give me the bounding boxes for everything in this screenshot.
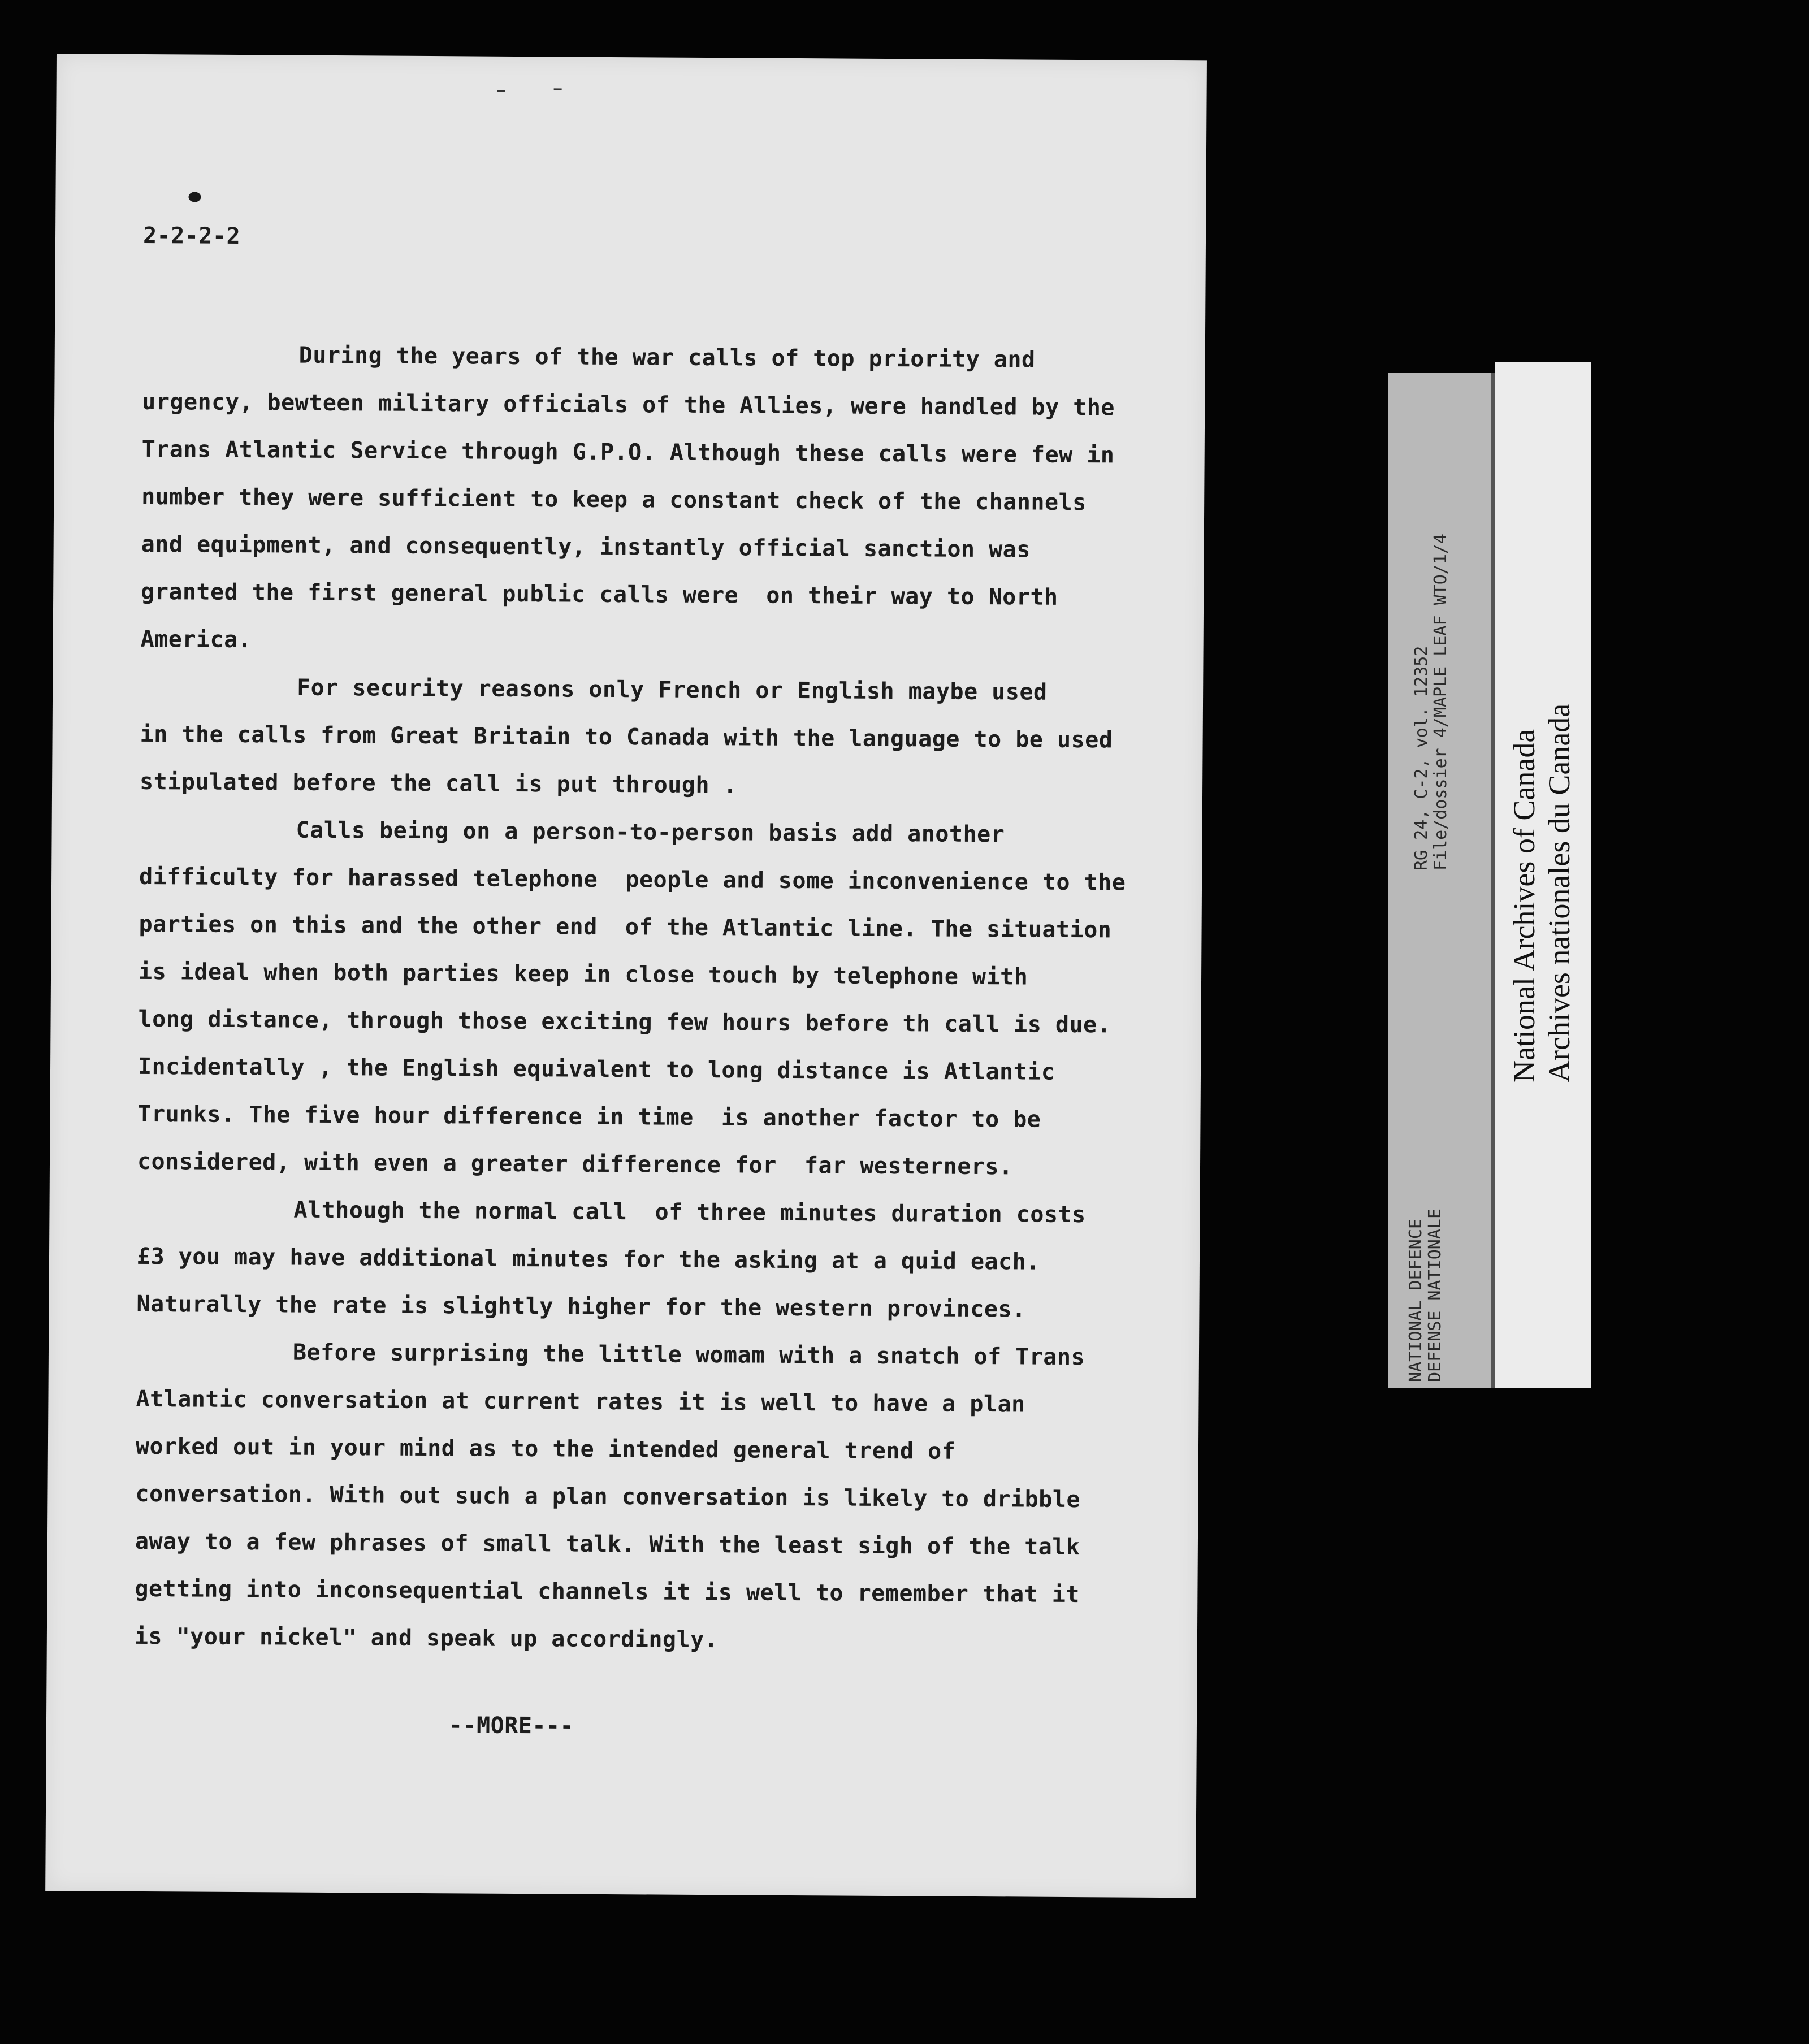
reference-line-2: File/dossier 4/MAPLE LEAF WTO/1/4 — [1431, 533, 1451, 871]
institution-name — [1507, 704, 1577, 1082]
text-line: Although the normal call of three minutes duration costs — [293, 1197, 1086, 1228]
text-line: worked out in your mind as to the intended general trend of — [135, 1433, 956, 1465]
text-line: Trans Atlantic Service through G.P.O. Although these calls were few in — [141, 436, 1115, 469]
text-line: long distance, through those exciting few hours before th call is due. — [138, 1006, 1111, 1038]
text-line: stipulated before the call is put through . — [139, 768, 738, 799]
fonds-label — [1406, 1209, 1445, 1382]
text-line: £3 you may have additional minutes for the asking at a quid each. — [136, 1243, 1040, 1275]
text-line: difficulty for harassed telephone people and some inconvenience to the — [139, 863, 1126, 896]
text-line: number they were sufficient to keep a constant check of the channels — [141, 483, 1087, 516]
text-line: in the calls from Great Britain to Canada with the language to be used — [140, 721, 1113, 753]
text-line: For security reasons only French or English maybe used — [297, 674, 1048, 705]
text-line: Before surprising the little womam with a snatch of Trans — [292, 1339, 1085, 1371]
fonds-fr: DEFENSE NATIONALE — [1425, 1208, 1445, 1382]
top-mark — [497, 90, 505, 92]
text-line: is ideal when both parties keep in close touch by telephone with — [138, 958, 1028, 990]
text-line: granted the first general public calls were on their way to North — [141, 578, 1058, 610]
text-line: During the years of the war calls of top priority and — [298, 342, 1036, 373]
institution-en: National Archives of Canada — [1507, 729, 1541, 1082]
text-line: is "your nickel" and speak up accordingly. — [134, 1623, 719, 1653]
fonds-en: NATIONAL DEFENCE — [1406, 1219, 1426, 1382]
typed-page — [45, 54, 1207, 1898]
page-number: 2-2-2-2 — [142, 222, 241, 249]
more-marker: --MORE--- — [448, 1712, 574, 1739]
text-line: away to a few phrases of small talk. With the least sigh of the talk — [135, 1528, 1080, 1561]
text-line: Calls being on a person-to-person basis add another — [296, 817, 1005, 848]
text-line: Incidentally , the English equivalent to long distance is Atlantic — [137, 1053, 1055, 1085]
text-line: Atlantic conversation at current rates it is well to have a plan — [136, 1385, 1025, 1418]
text-line: Trunks. The five hour difference in time is another factor to be — [137, 1101, 1041, 1133]
reference-line-1: RG 24, C-2, vol. 12352 — [1412, 646, 1431, 871]
text-line: Naturally the rate is slightly higher for the western provinces. — [136, 1291, 1026, 1323]
archive-reference — [1412, 534, 1451, 871]
text-line: considered, with even a greater difference for far westerners. — [137, 1148, 1013, 1180]
text-line: getting into inconsequential channels it is well to remember that it — [135, 1575, 1080, 1608]
institution-fr: Archives nationales du Canada — [1542, 703, 1576, 1082]
text-line: conversation. With out such a plan conversation is likely to dribble — [135, 1480, 1081, 1513]
text-line: and equipment, and consequently, instantly official sanction was — [141, 531, 1031, 563]
text-line: urgency, bewteen military officials of the Allies, were handled by the — [142, 388, 1115, 421]
top-mark — [554, 88, 562, 90]
text-line: parties on this and the other end of the Atlantic line. The situation — [139, 911, 1112, 943]
text-line: America. — [140, 626, 252, 653]
punch-mark — [188, 192, 201, 202]
